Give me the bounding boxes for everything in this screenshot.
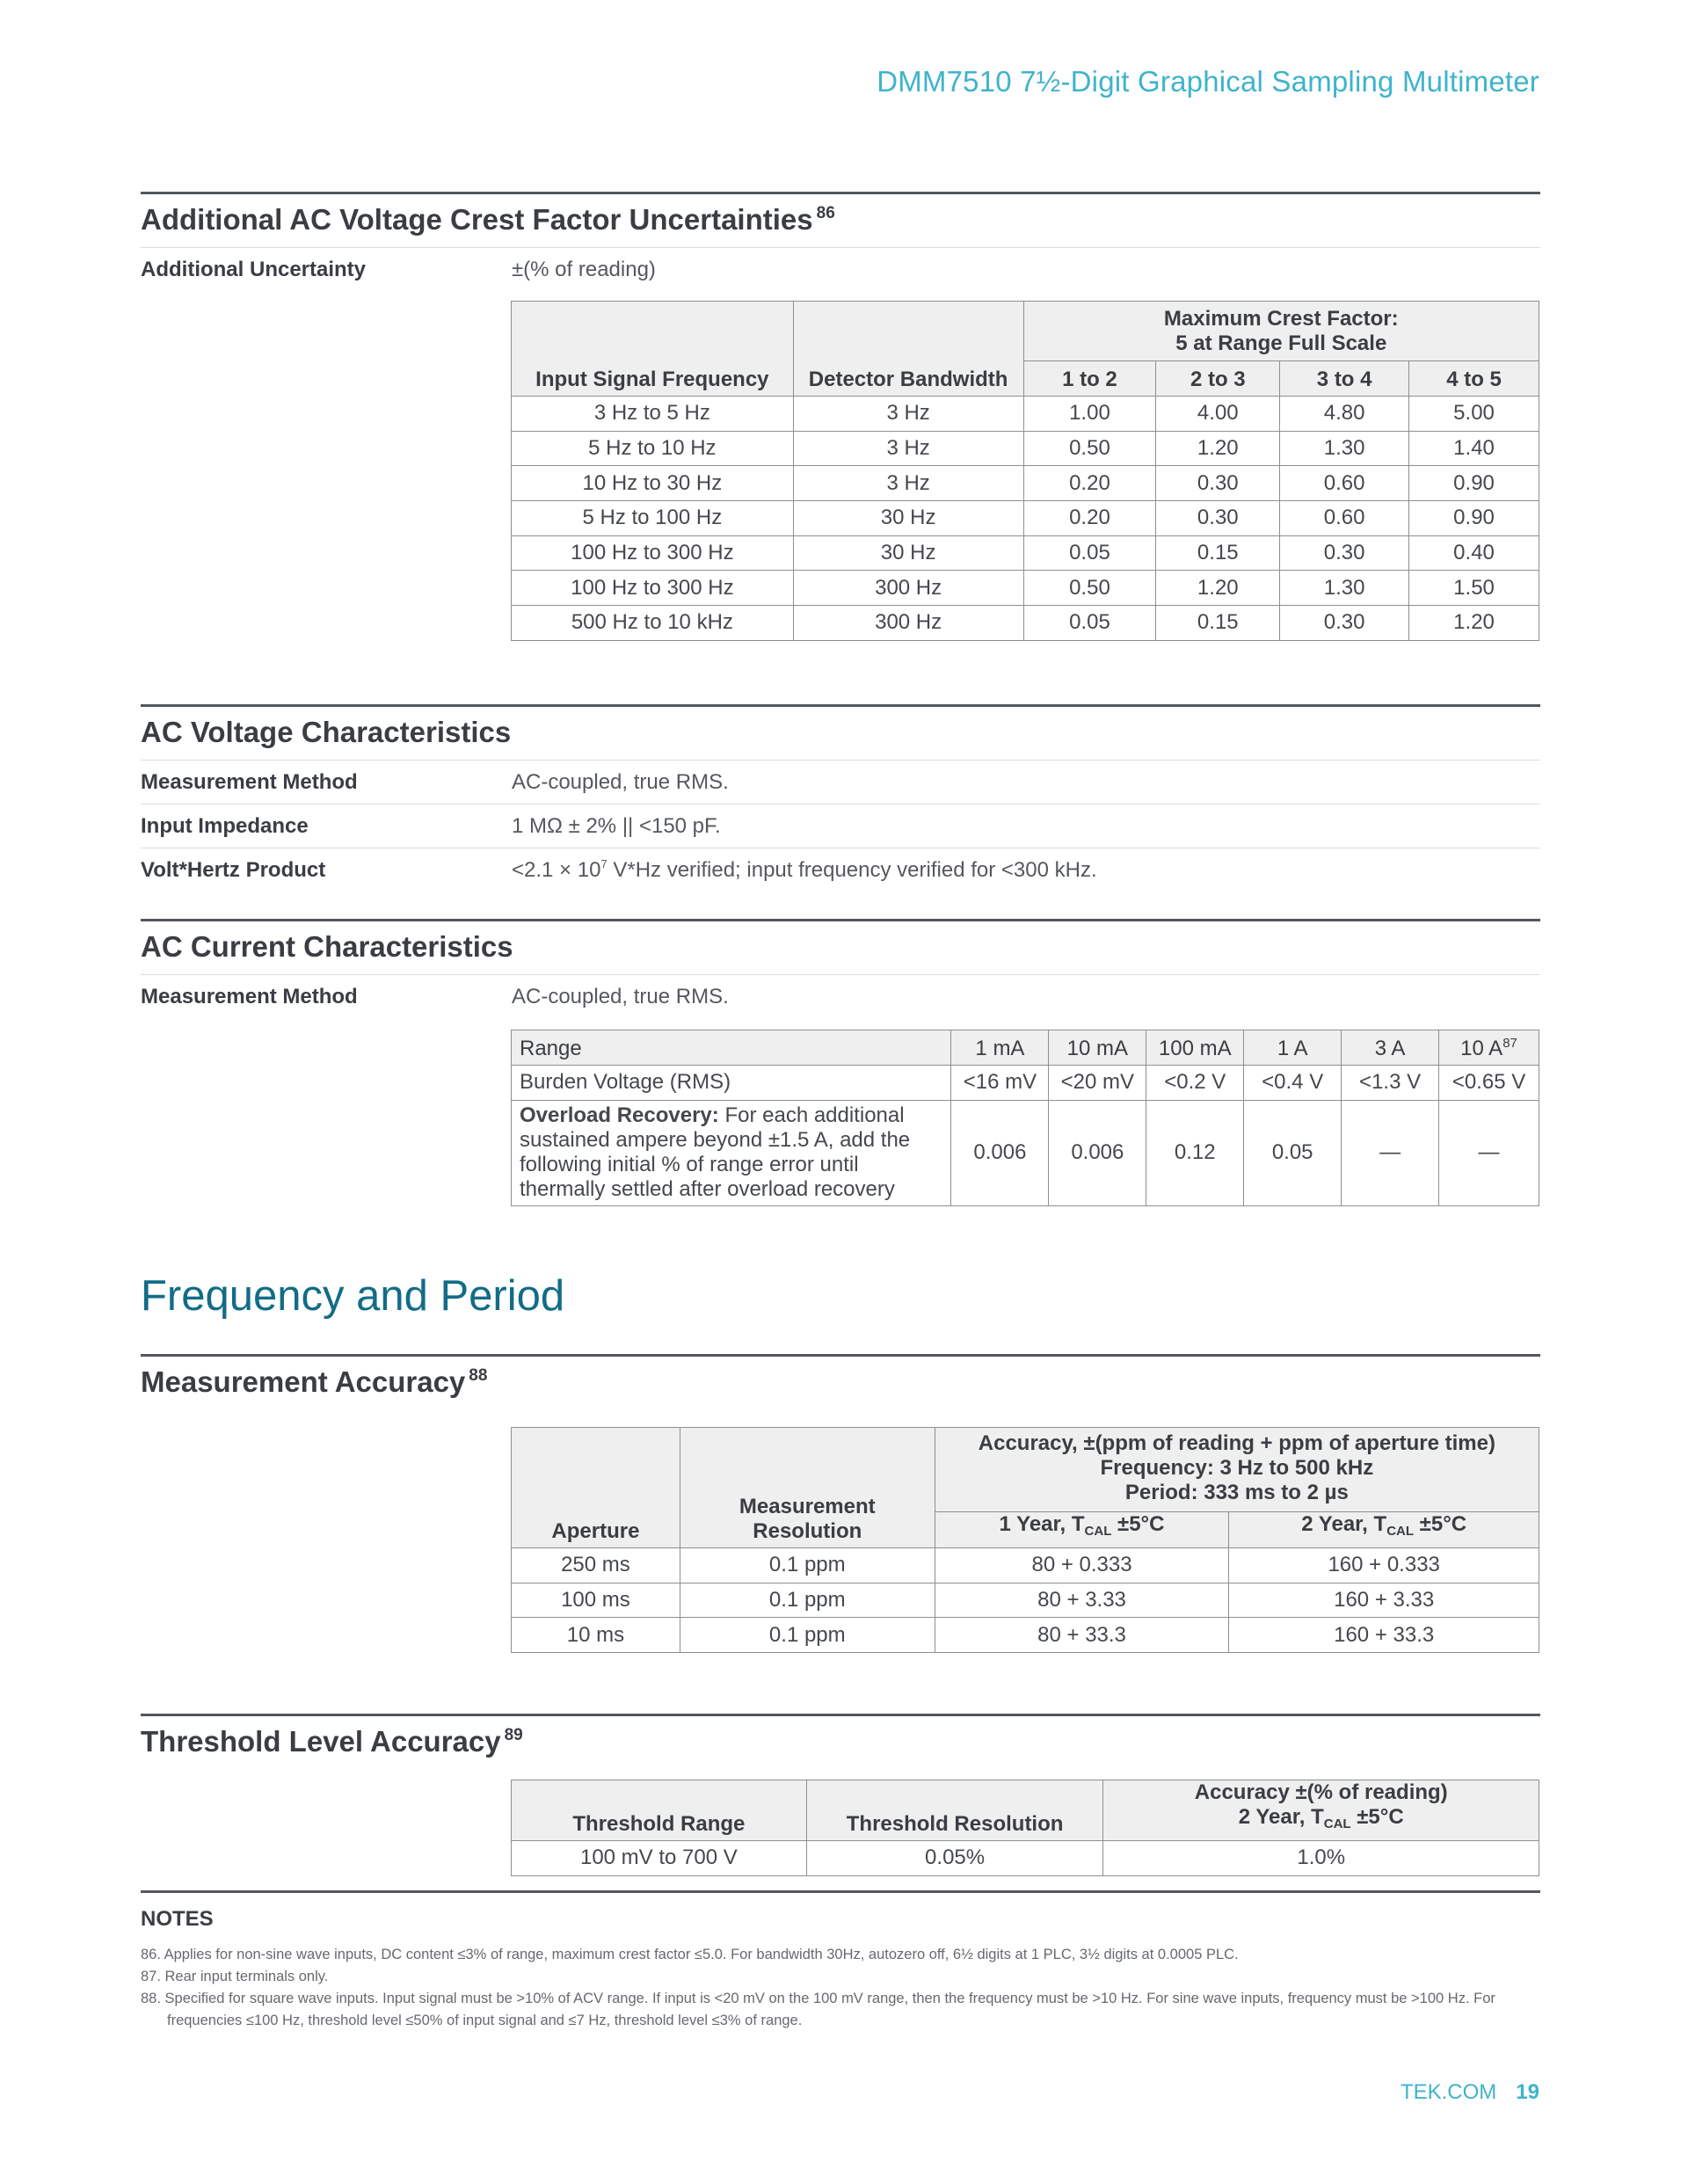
spec-value: $<2.1 \times 10^7$ V*Hz verified; input frequency verified for <300 kHz. — [512, 857, 1097, 882]
col-header: Aperture — [512, 1428, 680, 1548]
group-header: Maximum Crest Factor: 5 at Range Full Scale — [1023, 302, 1539, 361]
table-row: 10 Hz to 30 Hz 3 Hz 0.20 0.30 0.60 0.90 — [512, 466, 1539, 501]
spec-row — [141, 974, 1540, 1018]
col-header: Measurement Resolution — [680, 1428, 935, 1548]
footnote-ref[interactable]: 89 — [504, 1726, 523, 1744]
spec-value: 1 MΩ ± 2% || <150 pF. — [512, 813, 721, 838]
crest-factor-section — [141, 192, 1540, 291]
spec-label: Additional Uncertainty — [141, 257, 367, 281]
footnote-87: 87. Rear input terminals only. — [141, 1969, 329, 1984]
spec-label: Input Impedance — [141, 813, 309, 838]
section-heading: Threshold Level Accuracy $^{89}$ — [141, 1725, 523, 1758]
ac-current-table — [511, 1030, 1539, 1206]
table-row: 100 Hz to 300 Hz 300 Hz 0.50 1.20 1.30 1.50 — [512, 571, 1539, 606]
table-row: 5 Hz to 100 Hz 30 Hz 0.20 0.30 0.60 0.90 — [512, 501, 1539, 536]
section-heading: AC Voltage Characteristics — [141, 716, 512, 748]
spec-row — [141, 760, 1540, 804]
threshold-table — [511, 1780, 1539, 1876]
frequency-accuracy-table — [511, 1427, 1539, 1653]
page-number: 19 — [1516, 2080, 1539, 2104]
row-header: Overload Recovery: For each additional sustained ampere beyond ±1.5 A, add the following initial % of range error until thermally settled after overload recovery — [512, 1100, 951, 1205]
col-header: 1 Year, $T_{CAL} \pm 5^\circ C$ — [935, 1512, 1229, 1548]
table-row: 500 Hz to 10 kHz 300 Hz 0.05 0.15 0.30 1.20 — [512, 606, 1539, 641]
table-row: 10 ms 0.1 ppm 80 + 33.3 160 + 33.3 — [512, 1618, 1539, 1653]
section-heading: AC Current Characteristics — [141, 930, 513, 963]
spec-label: Measurement Method — [141, 769, 358, 794]
footnote-88: 88. Specified for square wave inputs. Input signal must be >10% of ACV range. If input is <20 mV on the 100 mV range, then the frequency must be >10 Hz. For sine wave inputs, frequency must be >100 Hz. For frequencies ≤100 Hz, threshold level ≤50% of input signal and ≤7 Hz, threshold level ≤3% of range. — [141, 1991, 1495, 2028]
notes-title: NOTES — [141, 1907, 214, 1931]
spec-label: Measurement Method — [141, 984, 358, 1008]
crest-factor-table — [511, 301, 1539, 641]
overload-row: Overload Recovery: For each additional sustained ampere beyond ±1.5 A, add the following initial % of range error until thermally settled after overload recovery 0.006 0.006 0.12 0.05 — — — [512, 1100, 1539, 1205]
ac-voltage-section — [141, 704, 1540, 892]
col-header: Input Signal Frequency — [512, 302, 794, 397]
section-heading: Measurement Accuracy $^{88}$ — [141, 1365, 488, 1398]
range-row: Range 1 mA 10 mA 100 mA 1 A 3 A 10 $A^{87}$ — [512, 1030, 1539, 1066]
col-header: 2 Year, $T_{CAL} \pm 5^\circ C$ — [1229, 1512, 1539, 1548]
table-row: 100 mV to 700 V 0.05% 1.0% — [512, 1841, 1539, 1876]
col-header: Threshold Resolution — [806, 1780, 1103, 1841]
ac-current-section — [141, 919, 1540, 1018]
chapter-heading: Frequency and Period — [141, 1272, 565, 1320]
threshold-section — [141, 1714, 1540, 1769]
notes-section — [141, 1890, 1540, 2032]
spec-row — [141, 804, 1540, 848]
row-header: Burden Voltage (RMS) — [512, 1066, 951, 1101]
table-row: 3 Hz to 5 Hz 3 Hz 1.00 4.00 4.80 5.00 — [512, 397, 1539, 432]
col-header: Accuracy ±(% of reading) 2 Year, $T_{CAL} \pm 5^\circ C$ — [1103, 1780, 1539, 1841]
measurement-accuracy-section — [141, 1354, 1540, 1409]
burden-row: Burden Voltage (RMS) <16 mV <20 mV <0.2 V <0.4 V <1.3 V <0.65 V — [512, 1066, 1539, 1101]
footnote-ref[interactable]: 87 — [1502, 1036, 1517, 1051]
spec-label: Volt*Hertz Product — [141, 857, 326, 882]
col-header: 1 to 2 — [1023, 361, 1156, 397]
table-row: 250 ms 0.1 ppm 80 + 0.333 160 + 0.333 — [512, 1548, 1539, 1583]
group-header: Accuracy, ±(ppm of reading + ppm of aperture time) Frequency: 3 Hz to 500 kHz Period: 333 ms to 2 µs — [935, 1428, 1539, 1512]
table-row: 100 ms 0.1 ppm 80 + 3.33 160 + 3.33 — [512, 1583, 1539, 1618]
spec-value: ±(% of reading) — [512, 257, 656, 281]
spec-row — [141, 247, 1540, 291]
footnote-ref[interactable]: 88 — [469, 1366, 488, 1385]
footnote-ref[interactable]: 86 — [816, 204, 835, 222]
table-row: 100 Hz to 300 Hz 30 Hz 0.05 0.15 0.30 0.40 — [512, 535, 1539, 571]
col-header: Threshold Range — [512, 1780, 807, 1841]
col-header: 2 to 3 — [1156, 361, 1280, 397]
col-header: 4 to 5 — [1409, 361, 1539, 397]
document-title: DMM7510 7½-Digit Graphical Sampling Multimeter — [877, 65, 1539, 98]
spec-row — [141, 848, 1540, 892]
page-footer — [1401, 2080, 1539, 2105]
site-link[interactable]: TEK.COM — [1400, 2080, 1497, 2104]
section-heading: Additional AC Voltage Crest Factor Uncertainties $^{86}$ — [141, 203, 835, 236]
row-header: Range — [512, 1030, 951, 1066]
table-row: 5 Hz to 10 Hz 3 Hz 0.50 1.20 1.30 1.40 — [512, 431, 1539, 466]
col-header: 3 to 4 — [1280, 361, 1409, 397]
spec-value: AC-coupled, true RMS. — [512, 984, 729, 1008]
footnote-86: 86. Applies for non-sine wave inputs, DC content ≤3% of range, maximum crest factor ≤5.0. For bandwidth 30Hz, autozero off, 6½ digits at 1 PLC, 3½ digits at 0.0005 PLC. — [141, 1947, 1239, 1962]
spec-value: AC-coupled, true RMS. — [512, 769, 729, 794]
col-header: Detector Bandwidth — [793, 302, 1023, 397]
